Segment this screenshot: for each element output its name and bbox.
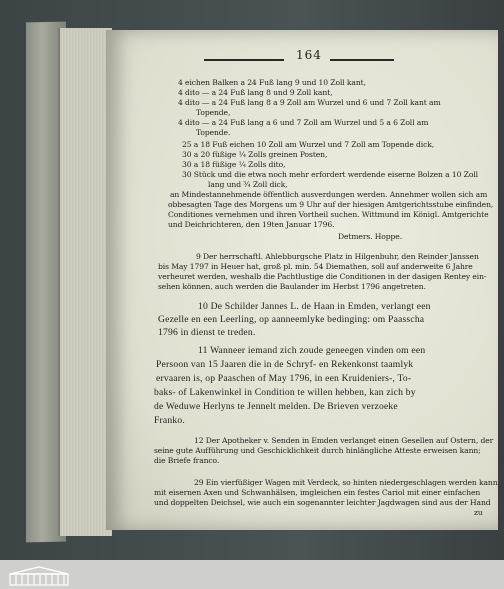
header-rule-left [204,59,284,61]
text-line: 30 a 18 füßige ¼ Zolls dito, [182,160,286,169]
text-line: sehen können, auch werden die Baulander im Herbst 1796 angetreten. [158,282,426,291]
page-stack-edges [58,28,112,536]
text-line: 25 a 18 Fuß eichen 10 Zoll am Wurzel und 7 Zoll am Topende dick, [182,140,435,149]
text-line: verheuret werden, weshalb die Pachtlustige die Conditionen in der dasigen Rentey ein- [158,272,487,281]
text-line: Persoon van 15 Jaaren die in de Schryf- en Rekenkonst taamlyk [156,359,414,370]
text-line: 11 Wanneer iemand zich zoude geneegen vinden om een [198,345,426,356]
text-line: baks- of Lakenwinkel in Condition te willen hebben, kan zich by [154,387,416,398]
text-line: 4 dito — a 24 Fuß lang a 6 und 7 Zoll am Wurzel und 5 a 6 Zoll am [178,118,429,127]
text-line: 4 dito — a 24 Fuß lang 8 a 9 Zoll am Wurzel und 6 und 7 Zoll kant am [178,98,441,107]
library-building-logo-icon [6,566,72,586]
text-line: 30 Stück und die etwa noch mehr erfordert werdende eiserne Bolzen a 10 Zoll [182,170,478,179]
text-line: 10 De Schilder Jannes L. de Haan in Emden, verlangt een [198,301,431,312]
text-line: die Briefe franco. [154,456,220,465]
text-line: 29 Ein vierfüßiger Wagen mit Verdeck, so hinten niedergeschlagen werden kann, [194,478,500,487]
text-line: Gezelle en een Leerling, op aanneemlyke bedinging: om Paasscha [158,314,425,325]
text-line: 4 eichen Balken a 24 Fuß lang 9 und 10 Zoll kant, [178,78,366,87]
text-line: 4 dito — a 24 Fuß lang 8 und 9 Zoll kant, [178,88,333,97]
text-line: lang und ¾ Zoll dick, [208,180,288,189]
text-line: Topende. [196,128,231,137]
text-line: de Weduwe Herlyns te Jennelt melden. De Brieven verzoeke [154,401,398,412]
text-line: Conditiones vernehmen und ihren Vortheil suchen. Wittmund im Königl. Amtgerichte [168,210,489,219]
text-line: obbesagten Tage des Morgens um 9 Uhr auf der hiesigen Amtgerichtsstube einfinden, [168,200,494,209]
header-rule-right [330,59,394,61]
text-line: 12 Der Apotheker v. Senden in Emden verlanget einen Gesellen auf Ostern, der [194,436,494,445]
text-line: bis May 1797 in Heuer hat, groß pl. min. 54 Diemathen, soll auf anderweite 6 Jahre [158,262,473,271]
text-line: seine gute Aufführung und Geschicklichkeit durch hinlängliche Atteste erweisen kann; [154,446,481,455]
signature-line: Detmers. Hoppe. [338,232,403,241]
text-line: 30 a 20 füßige ¼ Zolls greinen Posten, [182,150,328,159]
text-line: Topende, [196,108,231,117]
page-number: 164 [296,48,322,62]
text-line: Franko. [154,415,185,426]
text-line: und Deichrichteren, den 19ten Januar 1796. [168,220,335,229]
book-page [106,30,498,530]
text-line: an Mindestannehmende öffentlich ausverdungen werden. Annehmer wollen sich am [170,190,488,199]
text-line: ervaaren is, op Paaschen of May 1796, in een Kruideniers-, To- [156,373,412,384]
text-line: 1796 in dienst te treden. [158,327,256,338]
text-line: mit eisernen Axen und Schwanhälsen, imgleichen ein festes Cariol mit einer einfachen [154,488,481,497]
catchword: zu [474,508,483,517]
viewer-footer-bar [0,560,504,589]
text-line: 9 Der herrschaftl. Ahlebburgsche Platz in Hilgenbuhr, den Reinder Janssen [196,252,479,261]
text-line: und doppelten Deichsel, wie auch ein sogenannter leichter Jagdwagen sind aus der Hand [154,498,491,507]
